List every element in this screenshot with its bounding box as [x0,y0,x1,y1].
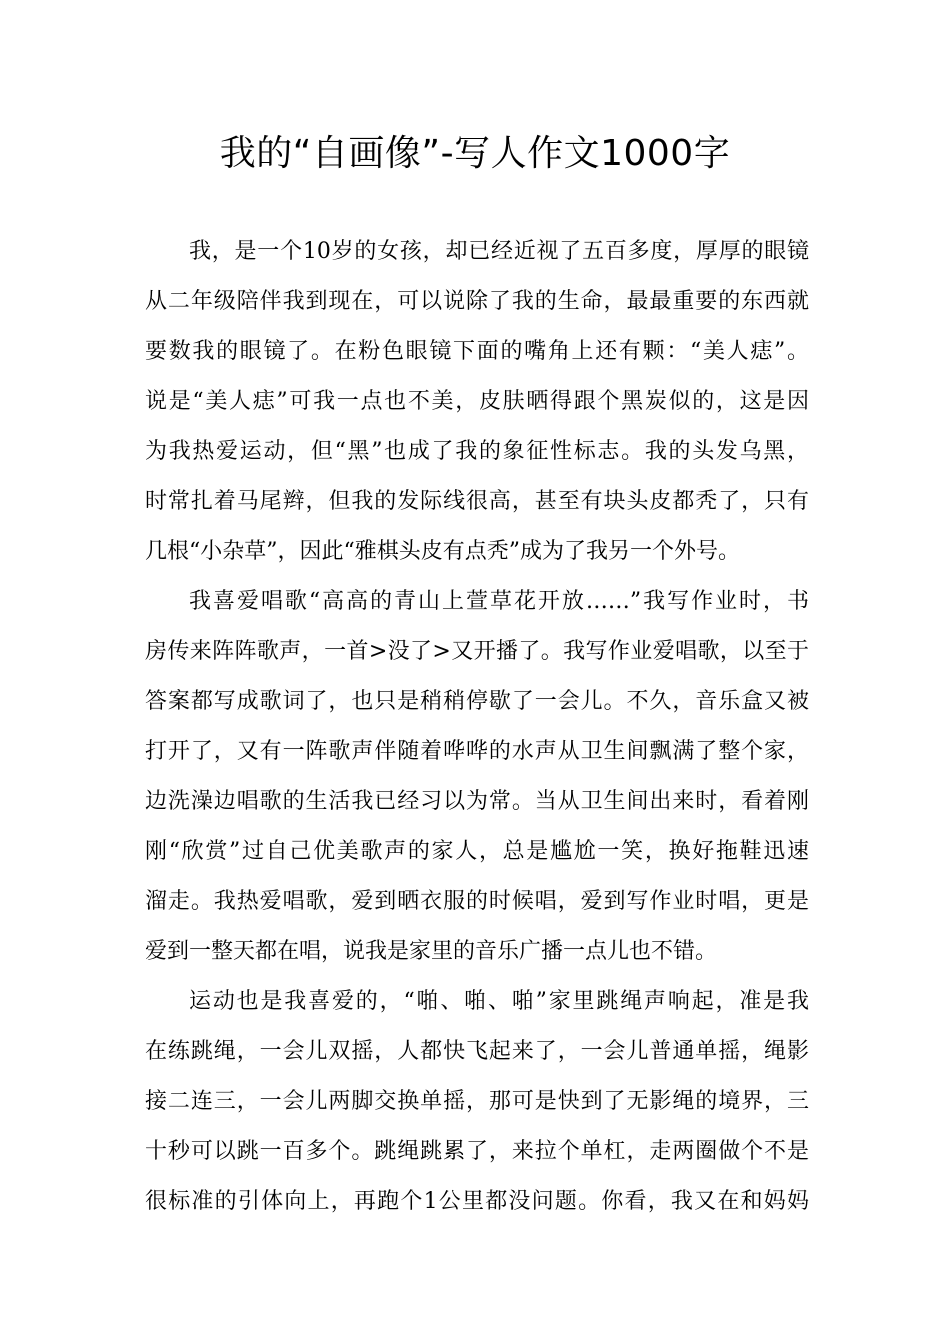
paragraph-1-line-4: 说是“美人痣”可我一点也不美，皮肤晒得跟个黑炭似的，这是因 [145,389,809,414]
paragraph-2-line-5: 边洗澡边唱歌的生活我已经习以为常。当从卫生间出来时，看着刚 [145,789,809,814]
paragraph-2-line-7: 溜走。我热爱唱歌，爱到晒衣服的时候唱，爱到写作业时唱，更是 [145,889,809,914]
paragraph-1-line-3: 要数我的眼镜了。在粉色眼镜下面的嘴角上还有颗：“美人痣”。 [145,339,809,364]
paragraph-3-line-3: 接二连三，一会儿两脚交换单摇，那可是快到了无影绳的境界，三 [145,1089,809,1114]
paragraph-2-line-6: 刚“欣赏”过自己优美歌声的家人，总是尴尬一笑，换好拖鞋迅速 [145,839,809,864]
paragraph-2-line-2: 房传来阵阵歌声，一首>没了>又开播了。我写作业爱唱歌，以至于 [145,639,809,664]
paragraph-1-line-2: 从二年级陪伴我到现在，可以说除了我的生命，最最重要的东西就 [145,289,809,314]
paragraph-1-line-5: 为我热爱运动，但“黑”也成了我的象征性标志。我的头发乌黑， [145,439,809,464]
paragraph-2-line-8: 爱到一整天都在唱，说我是家里的音乐广播一点儿也不错。 [145,939,718,964]
document-body [145,227,809,1227]
paragraph-3-line-4: 十秒可以跳一百多个。跳绳跳累了，来拉个单杠，走两圈做个不是 [145,1139,809,1164]
paragraph-1-line-1: 我，是一个10岁的女孩，却已经近视了五百多度，厚厚的眼镜 [189,239,809,264]
paragraph-1-line-7: 几根“小杂草”，因此“雅棋头皮有点秃”成为了我另一个外号。 [145,539,740,564]
paragraph-1-line-6: 时常扎着马尾辫，但我的发际线很高，甚至有块头皮都秃了，只有 [145,489,809,514]
paragraph-3-line-5: 很标准的引体向上，再跑个1公里都没问题。你看，我又在和妈妈 [145,1189,809,1214]
paragraph-2-line-3: 答案都写成歌词了，也只是稍稍停歇了一会儿。不久，音乐盒又被 [145,689,809,714]
document-title: 我的“自画像”-写人作文1000字 [219,133,731,174]
paragraph-3-line-2: 在练跳绳，一会儿双摇，人都快飞起来了，一会儿普通单摇，绳影 [145,1039,809,1064]
paragraph-2-line-4: 打开了，又有一阵歌声伴随着哗哗的水声从卫生间飘满了整个家， [145,739,809,764]
paragraph-2-line-1: 我喜爱唱歌“高高的青山上萱草花开放……”我写作业时，书 [189,589,809,614]
paragraph-3-line-1: 运动也是我喜爱的，“啪、啪、啪”家里跳绳声响起，准是我 [189,989,809,1014]
